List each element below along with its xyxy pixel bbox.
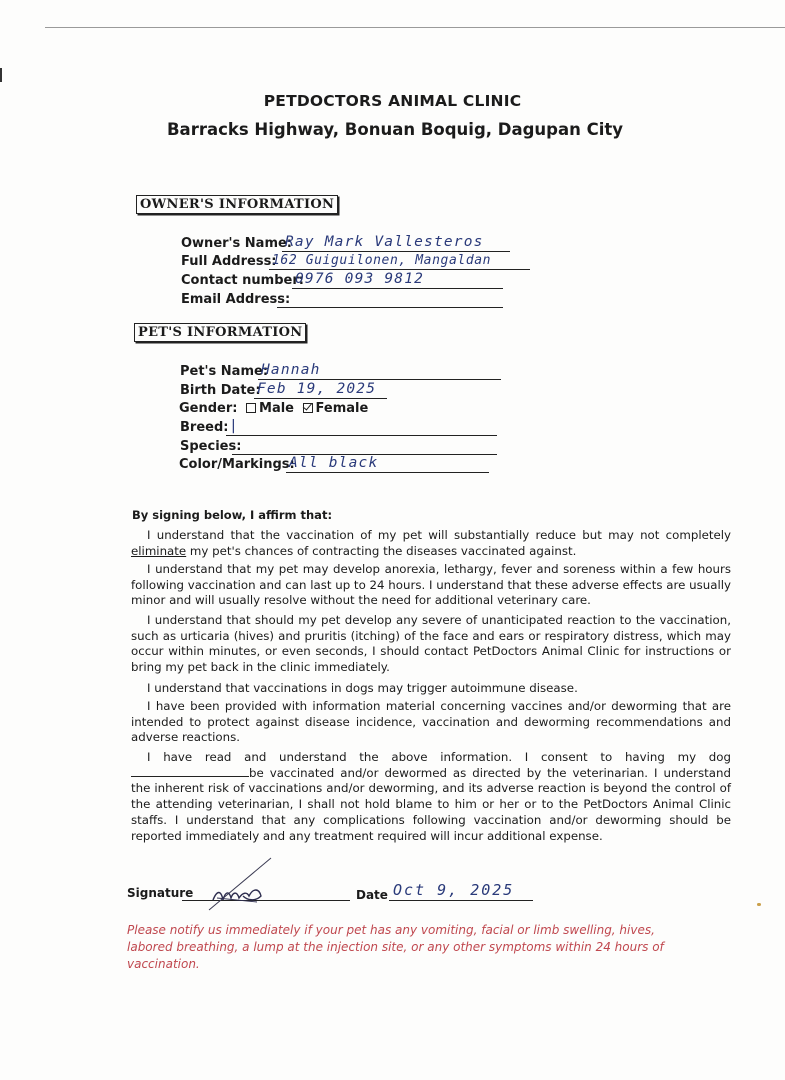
owner-address-field[interactable]: 162 Guiguilonen, Mangaldan — [269, 252, 530, 270]
owner-contact-label: Contact number: — [181, 273, 304, 288]
gender-male-checkbox[interactable] — [246, 403, 256, 413]
owner-email-field[interactable] — [277, 290, 503, 308]
pet-color-field[interactable]: All black — [286, 455, 489, 473]
pet-color-label: Color/Markings: — [179, 457, 295, 472]
pet-gender-row — [179, 401, 368, 416]
pet-breed-field[interactable]: | — [226, 418, 497, 436]
pet-birthdate-label: Birth Date: — [180, 383, 261, 398]
gender-female-checkbox[interactable] — [303, 403, 313, 413]
top-border-line — [45, 27, 785, 28]
owner-contact-field[interactable]: 0976 093 9812 — [292, 271, 503, 289]
pet-name-field[interactable]: Hannah — [258, 362, 501, 380]
date-label: Date — [356, 888, 388, 902]
owner-name-field[interactable]: Ray Mark Vallesteros — [282, 234, 510, 252]
affirmation-p1-text-b: my pet's chances of contracting the diseases vaccinated against. — [186, 543, 577, 558]
gender-male-label: Male — [259, 401, 294, 416]
affirmation-paragraph-2: I understand that my pet may develop anorexia, lethargy, fever and soreness within a few hours following vaccination and can last up to 24 hours. I understand that these adverse effects are usually minor and will usually resolve without the need for additional veterinary care. — [131, 562, 731, 608]
affirmation-heading: By signing below, I affirm that: — [132, 508, 333, 522]
signature-row — [127, 880, 547, 902]
date-field[interactable]: Oct 9, 2025 — [389, 880, 533, 901]
pet-section-title: PET'S INFORMATION — [134, 323, 306, 342]
pet-birthdate-field[interactable]: Feb 19, 2025 — [254, 381, 387, 399]
owner-name-label: Owner's Name: — [181, 236, 293, 251]
pet-species-field[interactable] — [232, 437, 497, 455]
notice-text: Please notify us immediately if your pet has any vomiting, facial or limb swelling, hives, labored breathing, a lump at the injection site, or any other symptoms within 24 hours of vaccination. — [127, 923, 664, 971]
signature-mark-icon — [187, 856, 287, 916]
pet-breed-label: Breed: — [180, 420, 229, 435]
owner-section-title: OWNER'S INFORMATION — [136, 195, 338, 214]
clinic-name: PETDOCTORS ANIMAL CLINIC — [263, 92, 522, 110]
affirmation-paragraph-6 — [131, 750, 731, 844]
scan-edge-mark — [0, 68, 2, 82]
affirmation-p6-text-a: I have read and understand the above information. I consent to having my dog — [147, 750, 731, 764]
dog-name-blank-field[interactable] — [131, 766, 249, 777]
signature-label: Signature — [127, 886, 194, 900]
owner-address-label: Full Address: — [181, 254, 277, 269]
gender-female-label: Female — [315, 401, 369, 416]
pet-species-label: Species: — [180, 439, 242, 454]
affirmation-paragraph-5: I have been provided with information material concerning vaccines and/or deworming that are intended to protect against disease incidence, vaccination and deworming recommendations and adverse reactions. — [131, 699, 731, 745]
affirmation-paragraph-3: I understand that should my pet develop any severe of unanticipated reaction to the vaccination, such as urticaria (hives) and pruritis (itching) of the face and ears or respiratory distress, which may occur within minutes, or even seconds, I should contact PetDoctors Animal Clinic for instructions or bring my pet back in the clinic immediately. — [131, 613, 731, 675]
affirmation-paragraph-4: I understand that vaccinations in dogs may trigger autoimmune disease. — [147, 681, 578, 695]
pet-name-label: Pet's Name: — [180, 364, 269, 379]
owner-email-label: Email Address: — [181, 292, 291, 307]
scan-dot — [757, 903, 761, 906]
affirmation-p1-text-a: I understand that the vaccination of my pet will substantially reduce but may not completely — [147, 528, 731, 542]
affirmation-p1-underlined: eliminate — [131, 543, 187, 558]
affirmation-paragraph-1 — [131, 528, 731, 559]
pet-gender-label: Gender: — [179, 401, 238, 416]
clinic-address: Barracks Highway, Bonuan Boquig, Dagupan City — [166, 120, 624, 139]
affirmation-p6-text-b: be vaccinated and/or dewormed as directed by the veterinarian. I understand the inherent risk of vaccinations and/or deworming, and its adverse reaction is beyond the control of the attending veterinarian, I shall not hold blame to him or her or to the PetDoctors Animal Clinic staffs. I understand that any complications following vaccination and/or deworming should be reported immediately and any treatment required will incur additional expense. — [131, 765, 731, 843]
